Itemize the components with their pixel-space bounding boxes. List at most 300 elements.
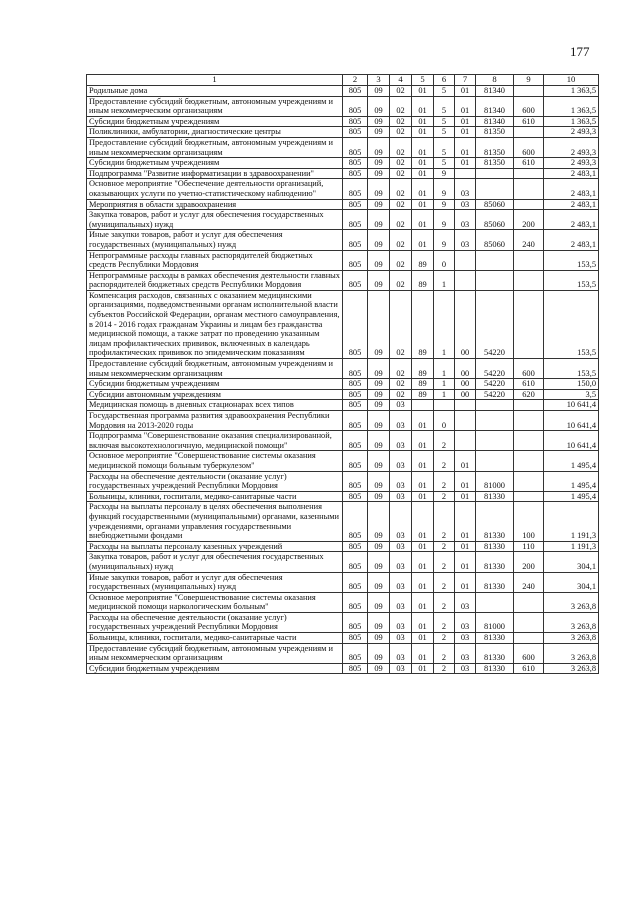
code-cell: 03: [390, 572, 412, 592]
code-cell: 2: [434, 451, 455, 471]
code-cell: 81340: [476, 116, 514, 127]
column-header: 3: [368, 75, 390, 86]
code-cell: 805: [343, 572, 368, 592]
code-cell: 805: [343, 96, 368, 116]
code-cell: 805: [343, 389, 368, 400]
code-cell: 600: [514, 643, 544, 663]
table-row: [87, 359, 599, 379]
row-name-cell: Непрограммные расходы в рамках обеспечения деятельности главных распорядителей бюджетных средств Республики Мордовия: [87, 270, 343, 290]
amount-cell: 1 363,5: [544, 116, 599, 127]
code-cell: 805: [343, 230, 368, 250]
code-cell: 02: [390, 158, 412, 169]
table-row: [87, 431, 599, 451]
code-cell: 81330: [476, 502, 514, 541]
code-cell: 805: [343, 592, 368, 612]
code-cell: 03: [390, 643, 412, 663]
column-header: 10: [544, 75, 599, 86]
code-cell: 02: [390, 230, 412, 250]
code-cell: 89: [412, 359, 434, 379]
code-cell: 09: [368, 127, 390, 138]
code-cell: [455, 250, 476, 270]
code-cell: 02: [390, 359, 412, 379]
row-name-cell: Больницы, клиники, госпитали, медико-санитарные части: [87, 633, 343, 644]
code-cell: 01: [412, 86, 434, 97]
row-name-cell: Государственная программа развития здравоохранения Республики Мордовия на 2013-2020 годы: [87, 411, 343, 431]
code-cell: 81330: [476, 663, 514, 674]
code-cell: [455, 270, 476, 290]
code-cell: 2: [434, 643, 455, 663]
code-cell: 81340: [476, 86, 514, 97]
column-header: 9: [514, 75, 544, 86]
row-name-cell: Субсидии бюджетным учреждениям: [87, 663, 343, 674]
table-row: [87, 400, 599, 411]
code-cell: 03: [390, 471, 412, 491]
row-name-cell: Предоставление субсидий бюджетным, автономным учреждениям и иным некоммерческим организациям: [87, 96, 343, 116]
code-cell: 81350: [476, 158, 514, 169]
code-cell: 9: [434, 210, 455, 230]
code-cell: 805: [343, 400, 368, 411]
row-name-cell: Компенсация расходов, связанных с оказанием медицинскими организациями, подведомственными органам исполнительной власти субъектов Российской Федерации, органам местного самоуправления, в 2014 - 2016 годах гражданам Украины и лицам без гражданства медицинской помощи, а также затрат по проведению указанным лицам профилактических прививок, включенных в календарь профилактических прививок по эпидемическим показаниям: [87, 290, 343, 358]
table-row: [87, 572, 599, 592]
code-cell: 805: [343, 290, 368, 358]
table-row: [87, 541, 599, 552]
code-cell: 00: [455, 379, 476, 390]
code-cell: 09: [368, 86, 390, 97]
code-cell: 805: [343, 663, 368, 674]
code-cell: 01: [412, 541, 434, 552]
code-cell: 610: [514, 158, 544, 169]
code-cell: 9: [434, 179, 455, 199]
code-cell: 805: [343, 86, 368, 97]
code-cell: 620: [514, 389, 544, 400]
code-cell: 89: [412, 379, 434, 390]
table-row: [87, 663, 599, 674]
row-name-cell: Иные закупки товаров, работ и услуг для обеспечения государственных (муниципальных) нужд: [87, 230, 343, 250]
code-cell: 01: [455, 86, 476, 97]
row-name-cell: Расходы на обеспечение деятельности (оказание услуг) государственных учреждений Республики Мордовия: [87, 612, 343, 632]
code-cell: 03: [455, 633, 476, 644]
code-cell: 01: [412, 179, 434, 199]
code-cell: 02: [390, 96, 412, 116]
column-header: 5: [412, 75, 434, 86]
code-cell: 2: [434, 471, 455, 491]
code-cell: 09: [368, 541, 390, 552]
code-cell: 09: [368, 552, 390, 572]
code-cell: 805: [343, 491, 368, 502]
code-cell: 01: [412, 643, 434, 663]
amount-cell: 10 641,4: [544, 431, 599, 451]
code-cell: 805: [343, 552, 368, 572]
table-row: [87, 633, 599, 644]
code-cell: 03: [390, 663, 412, 674]
code-cell: 03: [455, 230, 476, 250]
code-cell: 03: [390, 633, 412, 644]
amount-cell: 3 263,8: [544, 592, 599, 612]
table-row: [87, 290, 599, 358]
code-cell: 81350: [476, 127, 514, 138]
code-cell: 01: [412, 502, 434, 541]
code-cell: 09: [368, 96, 390, 116]
code-cell: 9: [434, 199, 455, 210]
code-cell: 805: [343, 541, 368, 552]
amount-cell: 153,5: [544, 250, 599, 270]
table-row: [87, 210, 599, 230]
code-cell: 2: [434, 552, 455, 572]
code-cell: [514, 431, 544, 451]
row-name-cell: Поликлиники, амбулатории, диагностические центры: [87, 127, 343, 138]
code-cell: 09: [368, 592, 390, 612]
code-cell: 89: [412, 389, 434, 400]
code-cell: 09: [368, 199, 390, 210]
code-cell: 89: [412, 270, 434, 290]
code-cell: 00: [455, 290, 476, 358]
table-row: [87, 168, 599, 179]
budget-table: [86, 74, 599, 674]
code-cell: 01: [412, 137, 434, 157]
code-cell: 01: [455, 552, 476, 572]
code-cell: 09: [368, 137, 390, 157]
table-row: [87, 411, 599, 431]
amount-cell: 1 495,4: [544, 451, 599, 471]
code-cell: 01: [455, 541, 476, 552]
code-cell: 610: [514, 663, 544, 674]
amount-cell: 10 641,4: [544, 400, 599, 411]
code-cell: 09: [368, 179, 390, 199]
code-cell: [514, 86, 544, 97]
code-cell: 02: [390, 210, 412, 230]
code-cell: 09: [368, 411, 390, 431]
code-cell: 1: [434, 290, 455, 358]
amount-cell: 2 483,1: [544, 199, 599, 210]
code-cell: 9: [434, 168, 455, 179]
code-cell: 805: [343, 379, 368, 390]
code-cell: 805: [343, 270, 368, 290]
code-cell: 54220: [476, 379, 514, 390]
table-row: [87, 250, 599, 270]
amount-cell: 2 483,1: [544, 179, 599, 199]
table-row: [87, 643, 599, 663]
code-cell: 03: [390, 592, 412, 612]
code-cell: 02: [390, 250, 412, 270]
code-cell: 01: [455, 572, 476, 592]
column-header: 4: [390, 75, 412, 86]
code-cell: [514, 199, 544, 210]
code-cell: [514, 471, 544, 491]
code-cell: 0: [434, 411, 455, 431]
table-row: [87, 270, 599, 290]
code-cell: [455, 168, 476, 179]
row-name-cell: Мероприятия в области здравоохранения: [87, 199, 343, 210]
row-name-cell: Расходы на выплаты персоналу казенных учреждений: [87, 541, 343, 552]
code-cell: 5: [434, 86, 455, 97]
code-cell: [476, 168, 514, 179]
code-cell: 805: [343, 471, 368, 491]
code-cell: 600: [514, 359, 544, 379]
code-cell: 5: [434, 137, 455, 157]
code-cell: 09: [368, 572, 390, 592]
amount-cell: 153,5: [544, 359, 599, 379]
code-cell: 01: [412, 633, 434, 644]
code-cell: 805: [343, 127, 368, 138]
code-cell: 03: [455, 210, 476, 230]
code-cell: 09: [368, 451, 390, 471]
code-cell: 240: [514, 572, 544, 592]
code-cell: 03: [455, 592, 476, 612]
table-row: [87, 552, 599, 572]
code-cell: 01: [455, 96, 476, 116]
code-cell: 200: [514, 210, 544, 230]
code-cell: [514, 411, 544, 431]
amount-cell: 304,1: [544, 552, 599, 572]
code-cell: 54220: [476, 359, 514, 379]
column-header: 2: [343, 75, 368, 86]
row-name-cell: Предоставление субсидий бюджетным, автономным учреждениям и иным некоммерческим организациям: [87, 359, 343, 379]
code-cell: [455, 411, 476, 431]
amount-cell: 2 493,3: [544, 158, 599, 169]
code-cell: [514, 491, 544, 502]
code-cell: 01: [455, 491, 476, 502]
code-cell: 01: [455, 158, 476, 169]
code-cell: 01: [412, 158, 434, 169]
table-row: [87, 451, 599, 471]
table-row: [87, 612, 599, 632]
table-row: [87, 127, 599, 138]
code-cell: 81330: [476, 491, 514, 502]
header-row: [87, 75, 599, 86]
column-header: 8: [476, 75, 514, 86]
code-cell: [514, 127, 544, 138]
amount-cell: 153,5: [544, 270, 599, 290]
code-cell: [476, 250, 514, 270]
row-name-cell: Субсидии бюджетным учреждениям: [87, 116, 343, 127]
code-cell: 01: [412, 96, 434, 116]
code-cell: 09: [368, 359, 390, 379]
code-cell: 110: [514, 541, 544, 552]
code-cell: 2: [434, 431, 455, 451]
table-row: [87, 592, 599, 612]
row-name-cell: Основное мероприятие "Совершенствование системы оказания медицинской помощи больным туберкулезом": [87, 451, 343, 471]
code-cell: 5: [434, 158, 455, 169]
code-cell: 81330: [476, 633, 514, 644]
code-cell: 01: [412, 431, 434, 451]
code-cell: 01: [455, 116, 476, 127]
code-cell: 09: [368, 230, 390, 250]
row-name-cell: Непрограммные расходы главных распорядителей бюджетных средств Республики Мордовия: [87, 250, 343, 270]
code-cell: 09: [368, 612, 390, 632]
code-cell: 09: [368, 290, 390, 358]
code-cell: 81330: [476, 552, 514, 572]
code-cell: 85060: [476, 199, 514, 210]
amount-cell: 304,1: [544, 572, 599, 592]
code-cell: 01: [412, 612, 434, 632]
amount-cell: 153,5: [544, 290, 599, 358]
code-cell: 2: [434, 633, 455, 644]
code-cell: 02: [390, 379, 412, 390]
code-cell: [455, 431, 476, 451]
code-cell: 03: [390, 612, 412, 632]
code-cell: 805: [343, 199, 368, 210]
code-cell: 805: [343, 431, 368, 451]
code-cell: 03: [390, 411, 412, 431]
row-name-cell: Закупка товаров, работ и услуг для обеспечения государственных (муниципальных) нужд: [87, 552, 343, 572]
table-row: [87, 471, 599, 491]
amount-cell: 1 363,5: [544, 86, 599, 97]
code-cell: [514, 250, 544, 270]
code-cell: [476, 400, 514, 411]
code-cell: 02: [390, 389, 412, 400]
code-cell: 01: [412, 471, 434, 491]
code-cell: 5: [434, 127, 455, 138]
code-cell: 805: [343, 250, 368, 270]
code-cell: 09: [368, 643, 390, 663]
code-cell: 81340: [476, 96, 514, 116]
code-cell: 81330: [476, 541, 514, 552]
row-name-cell: Основное мероприятие "Обеспечение деятельности организаций, оказывающих услуги по учетно-статистическому наблюдению": [87, 179, 343, 199]
code-cell: 01: [455, 137, 476, 157]
table-row: [87, 502, 599, 541]
row-name-cell: Больницы, клиники, госпитали, медико-санитарные части: [87, 491, 343, 502]
code-cell: 02: [390, 199, 412, 210]
amount-cell: 2 483,1: [544, 230, 599, 250]
code-cell: 81330: [476, 572, 514, 592]
table-row: [87, 158, 599, 169]
row-name-cell: Подпрограмма "Развитие информатизации в здравоохранении": [87, 168, 343, 179]
code-cell: 805: [343, 116, 368, 127]
code-cell: 03: [455, 199, 476, 210]
code-cell: 85060: [476, 230, 514, 250]
amount-cell: 150,0: [544, 379, 599, 390]
code-cell: [514, 270, 544, 290]
code-cell: 100: [514, 502, 544, 541]
code-cell: 01: [455, 451, 476, 471]
code-cell: 1: [434, 379, 455, 390]
code-cell: 03: [455, 643, 476, 663]
code-cell: [514, 400, 544, 411]
code-cell: 01: [412, 592, 434, 612]
code-cell: 09: [368, 491, 390, 502]
code-cell: [476, 179, 514, 199]
code-cell: 01: [412, 199, 434, 210]
code-cell: 2: [434, 663, 455, 674]
amount-cell: 1 495,4: [544, 491, 599, 502]
row-name-cell: Родильные дома: [87, 86, 343, 97]
code-cell: 610: [514, 379, 544, 390]
amount-cell: 2 493,3: [544, 137, 599, 157]
code-cell: 01: [412, 230, 434, 250]
code-cell: 02: [390, 179, 412, 199]
code-cell: 01: [412, 210, 434, 230]
amount-cell: 3 263,8: [544, 612, 599, 632]
code-cell: 805: [343, 179, 368, 199]
row-name-cell: Иные закупки товаров, работ и услуг для обеспечения государственных (муниципальных) нужд: [87, 572, 343, 592]
code-cell: 01: [412, 127, 434, 138]
code-cell: [514, 451, 544, 471]
table-row: [87, 116, 599, 127]
code-cell: 805: [343, 359, 368, 379]
table-row: [87, 389, 599, 400]
row-name-cell: Предоставление субсидий бюджетным, автономным учреждениям и иным некоммерческим организациям: [87, 643, 343, 663]
row-name-cell: Медицинская помощь в дневных стационарах всех типов: [87, 400, 343, 411]
code-cell: 03: [390, 451, 412, 471]
amount-cell: 1 191,3: [544, 541, 599, 552]
code-cell: 0: [434, 250, 455, 270]
amount-cell: 3 263,8: [544, 643, 599, 663]
code-cell: 600: [514, 96, 544, 116]
code-cell: 240: [514, 230, 544, 250]
code-cell: 2: [434, 612, 455, 632]
table-row: [87, 179, 599, 199]
code-cell: [514, 633, 544, 644]
code-cell: 03: [455, 179, 476, 199]
code-cell: [476, 431, 514, 451]
code-cell: 2: [434, 592, 455, 612]
code-cell: 03: [455, 612, 476, 632]
code-cell: [514, 179, 544, 199]
code-cell: 01: [455, 471, 476, 491]
table-row: [87, 379, 599, 390]
code-cell: 01: [455, 127, 476, 138]
code-cell: [476, 270, 514, 290]
code-cell: 03: [390, 400, 412, 411]
table-row: [87, 96, 599, 116]
code-cell: 09: [368, 270, 390, 290]
code-cell: 600: [514, 137, 544, 157]
code-cell: 09: [368, 116, 390, 127]
code-cell: 01: [412, 663, 434, 674]
row-name-cell: Субсидии автономным учреждениям: [87, 389, 343, 400]
code-cell: [476, 411, 514, 431]
amount-cell: 1 495,4: [544, 471, 599, 491]
page-number: 177: [570, 44, 590, 59]
code-cell: 81000: [476, 612, 514, 632]
code-cell: [476, 592, 514, 612]
code-cell: 2: [434, 572, 455, 592]
column-header: 1: [87, 75, 343, 86]
code-cell: 09: [368, 250, 390, 270]
code-cell: 09: [368, 168, 390, 179]
amount-cell: 3,5: [544, 389, 599, 400]
table-row: [87, 199, 599, 210]
code-cell: 02: [390, 270, 412, 290]
code-cell: 00: [455, 359, 476, 379]
column-header: 7: [455, 75, 476, 86]
amount-cell: 1 191,3: [544, 502, 599, 541]
code-cell: [514, 612, 544, 632]
code-cell: 01: [412, 411, 434, 431]
code-cell: 01: [412, 491, 434, 502]
code-cell: 5: [434, 96, 455, 116]
code-cell: 1: [434, 270, 455, 290]
code-cell: 09: [368, 389, 390, 400]
code-cell: 02: [390, 290, 412, 358]
code-cell: [476, 451, 514, 471]
code-cell: 805: [343, 411, 368, 431]
code-cell: 805: [343, 612, 368, 632]
code-cell: 9: [434, 230, 455, 250]
code-cell: 805: [343, 643, 368, 663]
code-cell: 89: [412, 250, 434, 270]
row-name-cell: Расходы на обеспечение деятельности (оказание услуг) государственных учреждений Республики Мордовия: [87, 471, 343, 491]
code-cell: 200: [514, 552, 544, 572]
code-cell: 09: [368, 210, 390, 230]
code-cell: 89: [412, 290, 434, 358]
code-cell: [434, 400, 455, 411]
code-cell: 2: [434, 541, 455, 552]
code-cell: 805: [343, 168, 368, 179]
code-cell: [455, 400, 476, 411]
row-name-cell: Расходы на выплаты персоналу в целях обеспечения выполнения функций государственными (муниципальными) органами, казенными учреждениями, органами управления государственными внебюджетными фондами: [87, 502, 343, 541]
table-row: [87, 230, 599, 250]
